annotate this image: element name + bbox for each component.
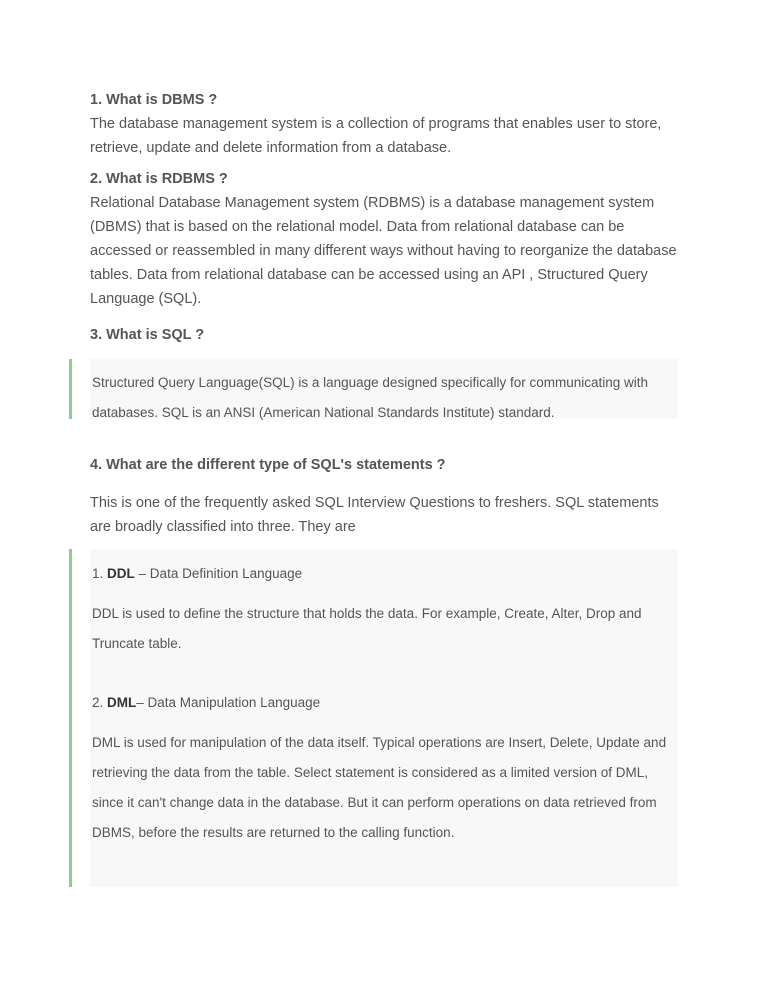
ddl-description: DDL is used to define the structure that holds the data. For example, Create, Alter, Drop and Truncate table.	[92, 606, 642, 651]
question-3-answer: Structured Query Language(SQL) is a language designed specifically for communicating with databases. SQL is an ANSI (American National Standards Institute) standard.	[92, 375, 649, 420]
question-3-blockquote	[90, 359, 678, 419]
question-1-answer: The database management system is a collection of programs that enables user to store, retrieve, update and delete information from a database.	[90, 116, 662, 156]
ddl-heading	[92, 559, 678, 589]
ddl-number: 1.	[92, 566, 104, 581]
dml-abbr: DML	[107, 695, 137, 710]
spacer	[92, 659, 678, 688]
question-3-title: 3. What is SQL ?	[90, 327, 205, 343]
dml-description: DML is used for manipulation of the data itself. Typical operations are Insert, Delete, Update and retrieving the data from the table. Select statement is considered as a limited version of DML, since it can't change data in the database. But it can perform operations on data retrieved from DBMS, before the results are returned to the calling function.	[92, 735, 667, 840]
dml-number: 2.	[92, 695, 104, 710]
question-2-title: 2. What is RDBMS ?	[90, 171, 228, 187]
question-4-title: 4. What are the different type of SQL's statements ?	[90, 457, 446, 473]
question-4-blockquote	[90, 549, 678, 887]
dml-heading	[92, 688, 678, 718]
question-4-intro: This is one of the frequently asked SQL Interview Questions to freshers. SQL statements are broadly classified into three. They are	[90, 495, 659, 535]
dml-name: – Data Manipulation Language	[136, 695, 321, 710]
ddl-abbr: DDL	[107, 566, 135, 581]
question-1-title: 1. What is DBMS ?	[90, 92, 218, 108]
question-2-answer: Relational Database Management system (RDBMS) is a database management system (DBMS) that is based on the relational model. Data from relational database can be accessed or reassembled in many different ways without having to reorganize the database tables. Data from relational database can be accessed using an API , Structured Query Language (SQL).	[90, 195, 677, 307]
ddl-name: – Data Definition Language	[138, 566, 303, 581]
document-page	[90, 86, 678, 887]
